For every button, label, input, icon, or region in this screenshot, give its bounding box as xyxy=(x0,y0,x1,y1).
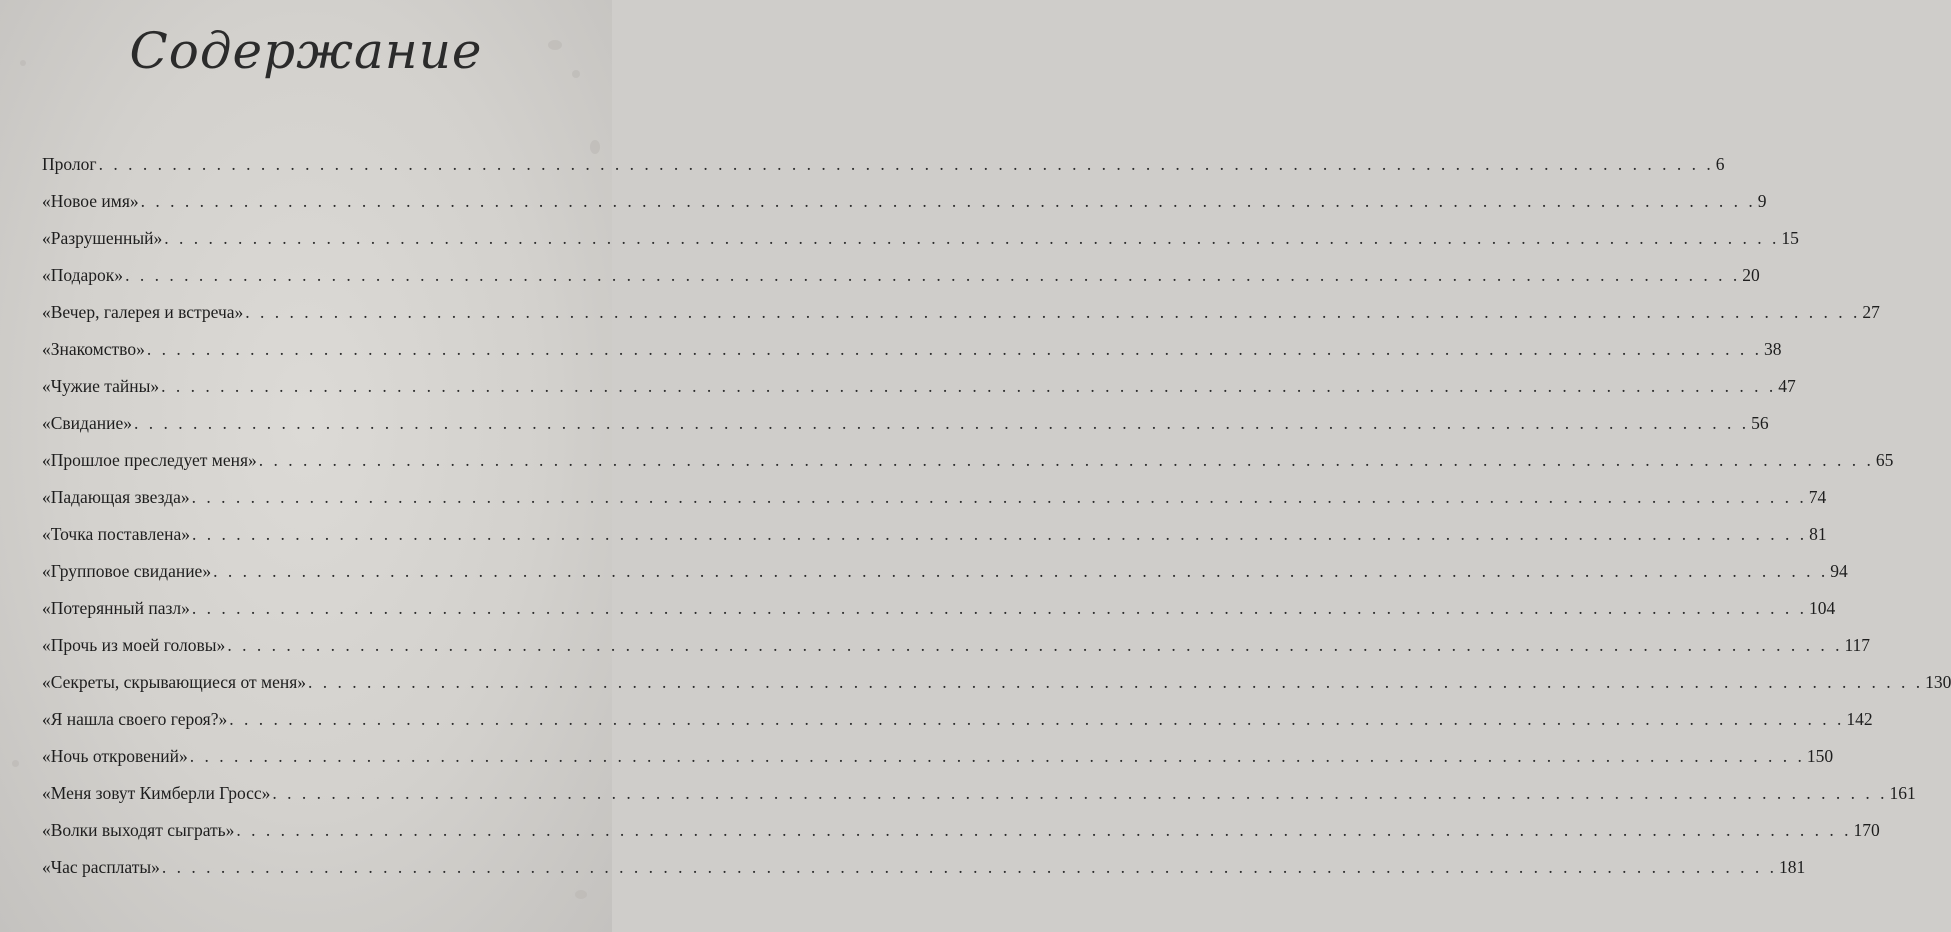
toc-entry[interactable] xyxy=(42,479,1827,516)
toc-entry-page: 27 xyxy=(1862,302,1880,322)
toc-entry-title: «Точка поставлена» xyxy=(42,524,190,544)
toc-entry-title: «Свидание» xyxy=(42,413,132,433)
page-title: Содержание xyxy=(129,22,483,80)
toc-entry[interactable] xyxy=(42,627,1871,664)
toc-entry-page: 9 xyxy=(1757,191,1767,211)
toc-leader-dots: . . . . . . . . . . . . . . . . . . . . . . . . . . . . . . . . . . . . . . . . . . . . . . . . . . . . . . . . . . . . . . . . . . . . . . . . . . . . . . . . . . . . . . . . . . . . . . . . . . . . . . . . . . . . . . xyxy=(189,746,1805,766)
toc-leader-dots: . . . . . . . . . . . . . . . . . . . . . . . . . . . . . . . . . . . . . . . . . . . . . . . . . . . . . . . . . . . . . . . . . . . . . . . . . . . . . . . . . . . . . . . . . . . . . . . . . . . . . . . . . . . . . . xyxy=(164,228,1780,248)
toc-entry-title: «Падающая звезда» xyxy=(42,487,190,507)
toc-leader-dots: . . . . . . . . . . . . . . . . . . . . . . . . . . . . . . . . . . . . . . . . . . . . . . . . . . . . . . . . . . . . . . . . . . . . . . . . . . . . . . . . . . . . . . . . . . . . . . . . . . . . . . . . . . . . . . xyxy=(98,154,1714,174)
toc-entry-title: «Я нашла своего героя?» xyxy=(42,709,228,729)
toc-entry[interactable] xyxy=(42,738,1834,775)
toc-leader-dots: . . . . . . . . . . . . . . . . . . . . . . . . . . . . . . . . . . . . . . . . . . . . . . . . . . . . . . . . . . . . . . . . . . . . . . . . . . . . . . . . . . . . . . . . . . . . . . . . . . . . . . . . . . . . . . xyxy=(213,561,1829,581)
toc-leader-dots: . . . . . . . . . . . . . . . . . . . . . . . . . . . . . . . . . . . . . . . . . . . . . . . . . . . . . . . . . . . . . . . . . . . . . . . . . . . . . . . . . . . . . . . . . . . . . . . . . . . . . . . . . . . . . . xyxy=(229,709,1845,729)
toc-leader-dots: . . . . . . . . . . . . . . . . . . . . . . . . . . . . . . . . . . . . . . . . . . . . . . . . . . . . . . . . . . . . . . . . . . . . . . . . . . . . . . . . . . . . . . . . . . . . . . . . . . . . . . . . . . . . . . xyxy=(272,783,1888,803)
toc-entry-title: «Прочь из моей головы» xyxy=(42,635,226,655)
toc-entry-page: 170 xyxy=(1853,820,1880,840)
toc-entry-title: «Вечер, галерея и встреча» xyxy=(42,302,244,322)
toc-entry-title: «Секреты, скрывающиеся от меня» xyxy=(42,672,307,692)
toc-entry-page: 56 xyxy=(1751,413,1769,433)
toc-leader-dots: . . . . . . . . . . . . . . . . . . . . . . . . . . . . . . . . . . . . . . . . . . . . . . . . . . . . . . . . . . . . . . . . . . . . . . . . . . . . . . . . . . . . . . . . . . . . . . . . . . . . . . . . . . . . . . xyxy=(258,450,1874,470)
toc-entry[interactable] xyxy=(42,331,1782,368)
toc-entry-page: 20 xyxy=(1742,265,1760,285)
paper-speck xyxy=(575,890,587,899)
toc-entry[interactable] xyxy=(42,257,1760,294)
toc-entry-title: «Прошлое преследует меня» xyxy=(42,450,257,470)
toc-entry-page: 130 xyxy=(1925,672,1951,692)
toc-leader-dots: . . . . . . . . . . . . . . . . . . . . . . . . . . . . . . . . . . . . . . . . . . . . . . . . . . . . . . . . . . . . . . . . . . . . . . . . . . . . . . . . . . . . . . . . . . . . . . . . . . . . . . . . . . . . . . xyxy=(236,820,1852,840)
toc-leader-dots: . . . . . . . . . . . . . . . . . . . . . . . . . . . . . . . . . . . . . . . . . . . . . . . . . . . . . . . . . . . . . . . . . . . . . . . . . . . . . . . . . . . . . . . . . . . . . . . . . . . . . . . . . . . . . . xyxy=(308,672,1924,692)
toc-leader-dots: . . . . . . . . . . . . . . . . . . . . . . . . . . . . . . . . . . . . . . . . . . . . . . . . . . . . . . . . . . . . . . . . . . . . . . . . . . . . . . . . . . . . . . . . . . . . . . . . . . . . . . . . . . . . . . xyxy=(161,376,1777,396)
toc-entry[interactable] xyxy=(42,294,1880,331)
toc-entry-page: 38 xyxy=(1763,339,1782,359)
toc-entry-page: 142 xyxy=(1846,709,1873,729)
toc-leader-dots: . . . . . . . . . . . . . . . . . . . . . . . . . . . . . . . . . . . . . . . . . . . . . . . . . . . . . . . . . . . . . . . . . . . . . . . . . . . . . . . . . . . . . . . . . . . . . . . . . . . . . . . . . . . . . . xyxy=(133,413,1750,433)
toc-entry-page: 150 xyxy=(1806,746,1834,766)
toc-entry[interactable] xyxy=(42,590,1836,627)
toc-entry[interactable] xyxy=(42,812,1880,849)
toc-leader-dots: . . . . . . . . . . . . . . . . . . . . . . . . . . . . . . . . . . . . . . . . . . . . . . . . . . . . . . . . . . . . . . . . . . . . . . . . . . . . . . . . . . . . . . . . . . . . . . . . . . . . . . . . . . . . . . xyxy=(191,487,1807,507)
toc-entry[interactable] xyxy=(42,701,1873,738)
toc-entry[interactable] xyxy=(42,553,1848,590)
toc-leader-dots: . . . . . . . . . . . . . . . . . . . . . . . . . . . . . . . . . . . . . . . . . . . . . . . . . . . . . . . . . . . . . . . . . . . . . . . . . . . . . . . . . . . . . . . . . . . . . . . . . . . . . . . . . . . . . . xyxy=(191,598,1808,618)
toc-entry-title: «Разрушенный» xyxy=(42,228,163,248)
toc-entry[interactable] xyxy=(42,516,1827,553)
toc-leader-dots: . . . . . . . . . . . . . . . . . . . . . . . . . . . . . . . . . . . . . . . . . . . . . . . . . . . . . . . . . . . . . . . . . . . . . . . . . . . . . . . . . . . . . . . . . . . . . . . . . . . . . . . . . . . . . . xyxy=(227,635,1843,655)
toc-entry-page: 6 xyxy=(1715,154,1725,174)
toc-entry-title: Пролог xyxy=(42,154,97,174)
toc-entry-title: «Новое имя» xyxy=(42,191,139,211)
toc-entry-title: «Групповое свидание» xyxy=(42,561,212,581)
toc-leader-dots: . . . . . . . . . . . . . . . . . . . . . . . . . . . . . . . . . . . . . . . . . . . . . . . . . . . . . . . . . . . . . . . . . . . . . . . . . . . . . . . . . . . . . . . . . . . . . . . . . . . . . . . . . . . . . . xyxy=(140,191,1756,211)
toc-entry-title: «Знакомство» xyxy=(42,339,145,359)
toc-leader-dots: . . . . . . . . . . . . . . . . . . . . . . . . . . . . . . . . . . . . . . . . . . . . . . . . . . . . . . . . . . . . . . . . . . . . . . . . . . . . . . . . . . . . . . . . . . . . . . . . . . . . . . . . . . . . . . xyxy=(245,302,1861,322)
toc-entry-page: 161 xyxy=(1889,783,1916,803)
toc-entry-title: «Чужие тайны» xyxy=(42,376,160,396)
toc-entry-page: 181 xyxy=(1779,857,1806,877)
toc-entry-page: 47 xyxy=(1778,376,1796,396)
toc-entry-page: 81 xyxy=(1809,524,1827,544)
toc-entry[interactable] xyxy=(42,442,1894,479)
toc-entry[interactable] xyxy=(42,405,1769,442)
toc-leader-dots: . . . . . . . . . . . . . . . . . . . . . . . . . . . . . . . . . . . . . . . . . . . . . . . . . . . . . . . . . . . . . . . . . . . . . . . . . . . . . . . . . . . . . . . . . . . . . . . . . . . . . . . . . . . . . . xyxy=(191,524,1808,544)
toc-entry[interactable] xyxy=(42,368,1796,405)
toc-entry[interactable] xyxy=(42,849,1806,886)
toc-entry[interactable] xyxy=(42,775,1916,812)
toc-entry-page: 117 xyxy=(1844,635,1871,655)
toc-entry-page: 94 xyxy=(1830,561,1848,581)
toc-entry-title: «Потерянный пазл» xyxy=(42,598,190,618)
table-of-contents xyxy=(42,146,1951,886)
toc-entry-title: «Час расплаты» xyxy=(42,857,160,877)
toc-entry[interactable] xyxy=(42,183,1767,220)
toc-entry[interactable] xyxy=(42,664,1951,701)
toc-leader-dots: . . . . . . . . . . . . . . . . . . . . . . . . . . . . . . . . . . . . . . . . . . . . . . . . . . . . . . . . . . . . . . . . . . . . . . . . . . . . . . . . . . . . . . . . . . . . . . . . . . . . . . . . . . . . . . xyxy=(125,265,1741,285)
toc-entry-page: 104 xyxy=(1809,598,1836,618)
toc-entry-title: «Меня зовут Кимберли Гросс» xyxy=(42,783,271,803)
toc-entry-page: 15 xyxy=(1781,228,1799,248)
toc-entry[interactable] xyxy=(42,146,1725,183)
toc-entry-title: «Подарок» xyxy=(42,265,124,285)
toc-entry-title: «Волки выходят сыграть» xyxy=(42,820,235,840)
toc-entry-title: «Ночь откровений» xyxy=(42,746,188,766)
toc-entry[interactable] xyxy=(42,220,1799,257)
toc-leader-dots: . . . . . . . . . . . . . . . . . . . . . . . . . . . . . . . . . . . . . . . . . . . . . . . . . . . . . . . . . . . . . . . . . . . . . . . . . . . . . . . . . . . . . . . . . . . . . . . . . . . . . . . . . . . . . . xyxy=(146,339,1762,359)
paper-speck xyxy=(12,760,19,767)
toc-leader-dots: . . . . . . . . . . . . . . . . . . . . . . . . . . . . . . . . . . . . . . . . . . . . . . . . . . . . . . . . . . . . . . . . . . . . . . . . . . . . . . . . . . . . . . . . . . . . . . . . . . . . . . . . . . . . . . xyxy=(161,857,1778,877)
toc-entry-page: 65 xyxy=(1875,450,1894,470)
toc-entry-page: 74 xyxy=(1808,487,1827,507)
